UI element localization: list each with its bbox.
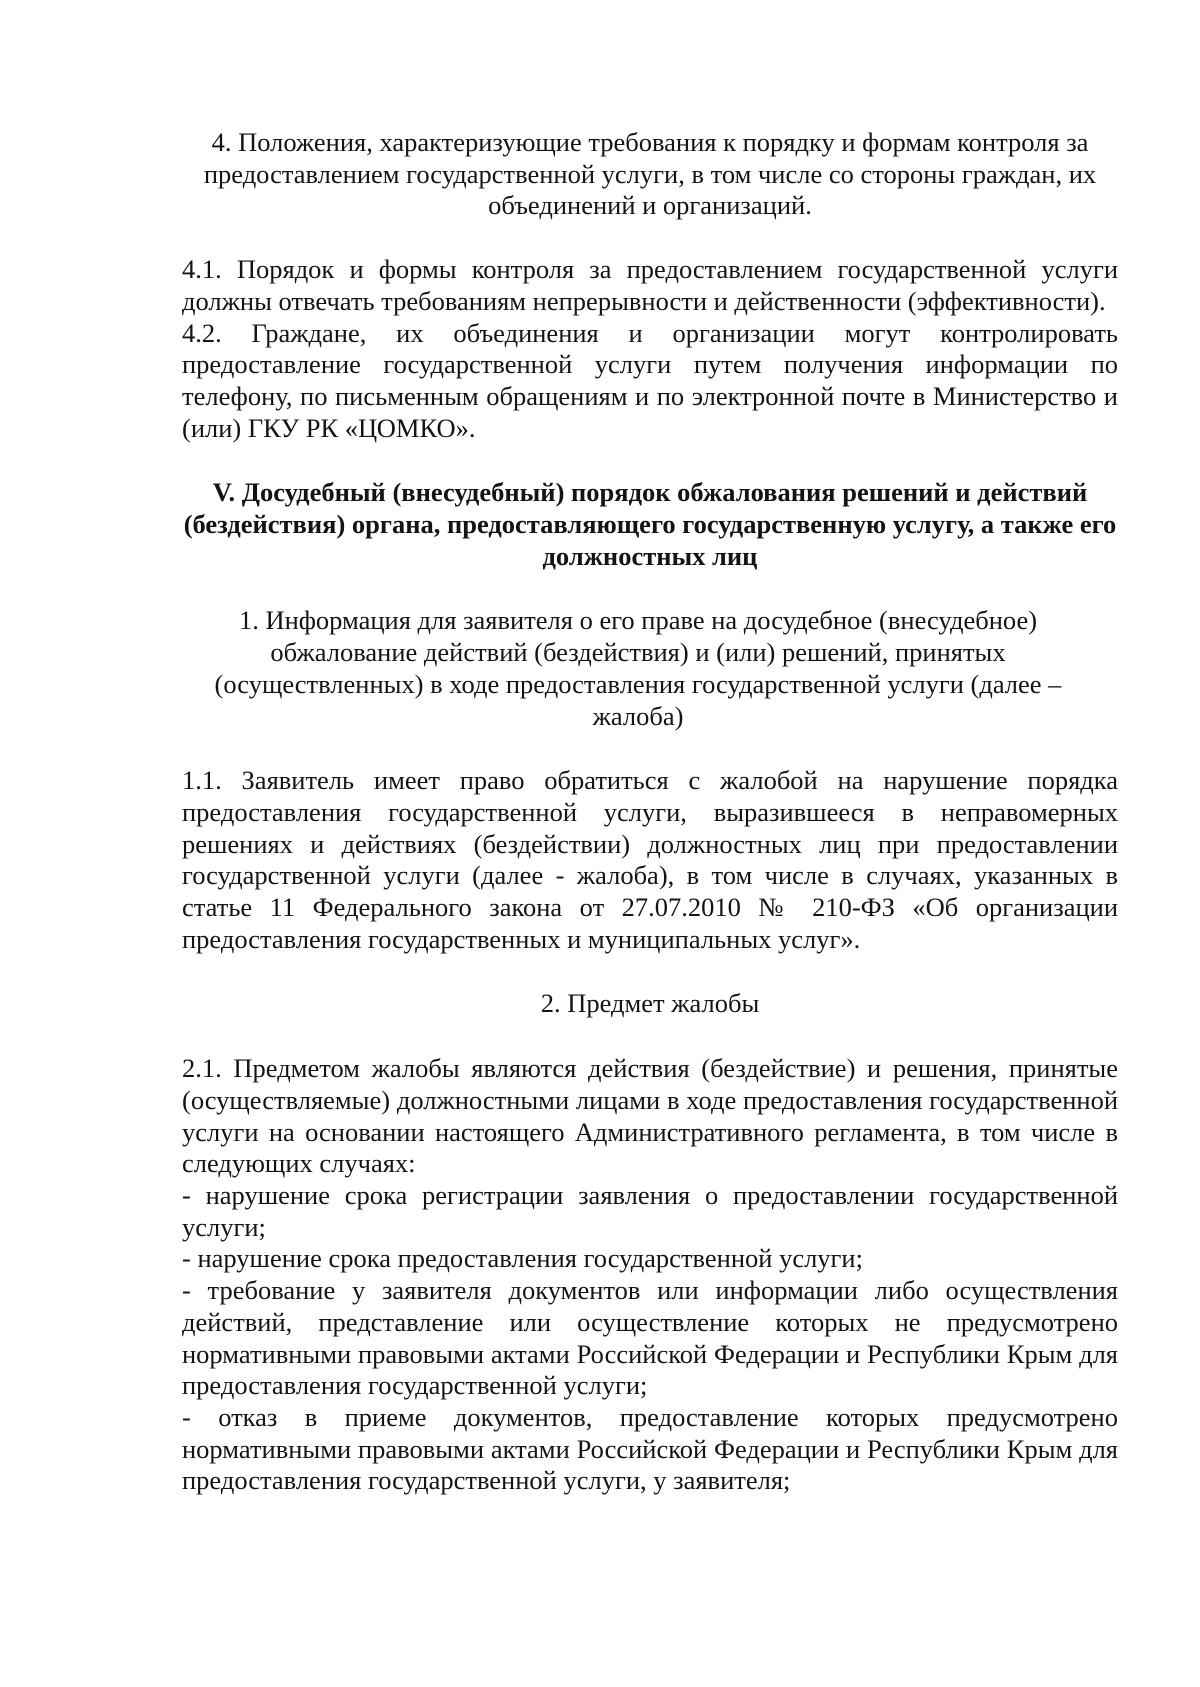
paragraph-4-1: 4.1. Порядок и формы контроля за предоставлением государственной услуги должны отвечать требованиям непрерывности и действенности (эффективности). — [182, 254, 1118, 316]
paragraph-2-1: 2.1. Предметом жалобы являются действия (бездействие) и решения, принятые (осуществляемые) должностными лицами в ходе предоставления государственной услуги на основании настоящего Административного регламента, в том числе в следующих случаях: — [182, 1053, 1118, 1179]
section-5-title: V. Досудебный (внесудебный) порядок обжалования решений и действий (бездействия) органа, предоставляющего государственную услугу, а также его должностных лиц — [183, 477, 1117, 571]
subsection-2-title: 2. Предмет жалобы — [540, 988, 760, 1019]
paragraph-4-2: 4.2. Граждане, их объединения и организации могут контролировать предоставление государственной услуги путем получения информации по телефону, по письменным обращениям и по электронной почте в Министерство и (или) ГКУ РК «ЦОМКО». — [182, 317, 1118, 443]
list-item: - нарушение срока регистрации заявления о предоставлении государственной услуги; — [182, 1179, 1118, 1242]
paragraph-1-1: 1.1. Заявитель имеет право обратиться с жалобой на нарушение порядка предоставления государственной услуги, выразившееся в неправомерных решениях и действиях (бездействии) должностных лиц при предоставлении государственной услуги (далее - жалоба), в том числе в случаях, указанных в статье 11 Федерального закона от 27.07.2010 № 210-ФЗ «Об организации предоставления государственных и муниципальных услуг». — [182, 765, 1118, 954]
list-item: - требование у заявителя документов или информации либо осуществления действий, представление или осуществление которых не предусмотрено нормативными правовыми актами Российской Федерации и Республики Крым для предоставления государственной услуги; — [182, 1275, 1118, 1401]
list-item: - нарушение срока предоставления государственной услуги; — [182, 1243, 863, 1274]
document-body — [182, 127, 1118, 1497]
list-item: - отказ в приеме документов, предоставление которых предусмотрено нормативными правовыми актами Российской Федерации и Республики Крым для предоставления государственной услуги, у заявителя; — [182, 1401, 1118, 1496]
subsection-1-title: 1. Информация для заявителя о его праве на досудебное (внесудебное) обжалование действий (бездействия) и (или) решений, принятых (осуществленных) в ходе предоставления государственной услуги (далее – жалоба) — [214, 605, 1062, 731]
section-4-title: 4. Положения, характеризующие требования к порядку и формам контроля за предоставлением государственной услуги, в том числе со стороны граждан, их объединений и организаций. — [203, 127, 1097, 221]
